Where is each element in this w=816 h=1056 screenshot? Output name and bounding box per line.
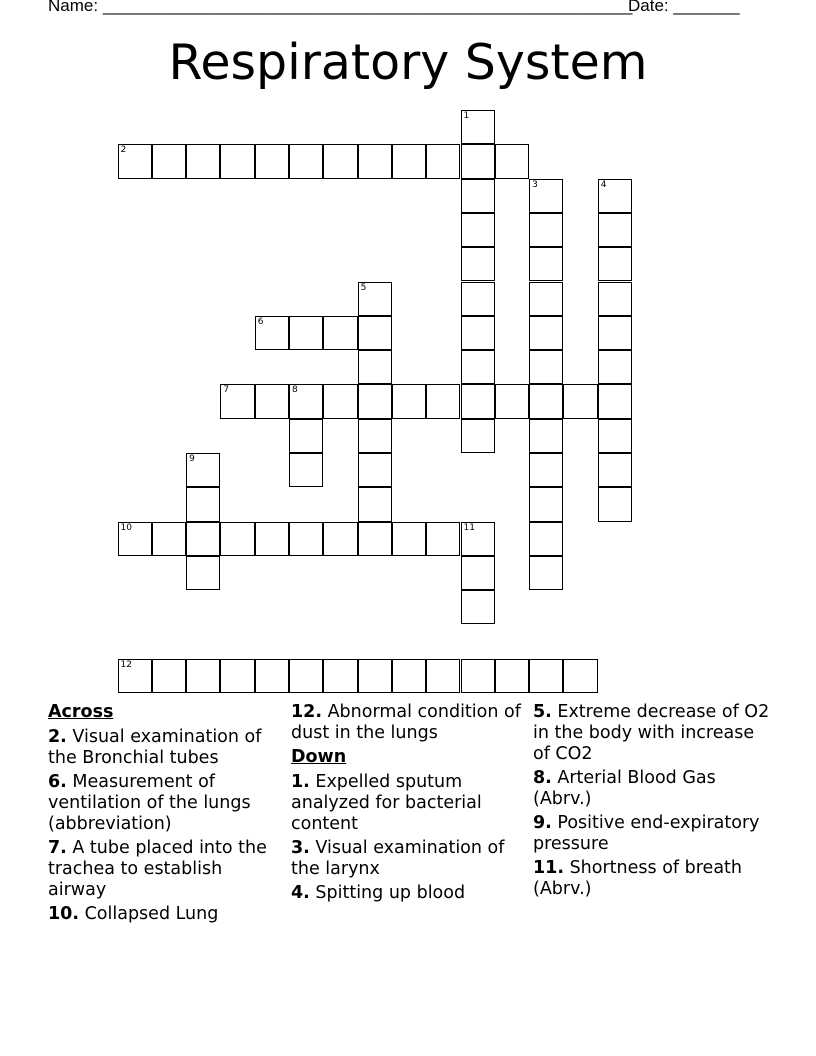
grid-cell[interactable] xyxy=(358,350,392,384)
grid-cell[interactable] xyxy=(358,453,392,487)
grid-cell[interactable] xyxy=(598,247,632,281)
grid-cell[interactable] xyxy=(186,556,220,590)
grid-cell[interactable] xyxy=(598,282,632,316)
grid-cell[interactable] xyxy=(220,384,254,418)
grid-cell[interactable] xyxy=(598,316,632,350)
grid-cell[interactable] xyxy=(323,659,357,693)
clue-number: 8 xyxy=(292,385,298,396)
clue-across-12: 12. Abnormal condition of dust in the lungs xyxy=(291,702,521,743)
grid-cell[interactable] xyxy=(358,659,392,693)
grid-cell[interactable] xyxy=(461,419,495,453)
grid-cell[interactable] xyxy=(529,522,563,556)
grid-cell[interactable] xyxy=(529,453,563,487)
clue-down-8: 8. Arterial Blood Gas (Abrv.) xyxy=(533,768,716,809)
grid-cell[interactable] xyxy=(461,522,495,556)
grid-cell[interactable] xyxy=(392,384,426,418)
grid-cell[interactable] xyxy=(289,659,323,693)
grid-cell[interactable] xyxy=(598,453,632,487)
grid-cell[interactable] xyxy=(323,384,357,418)
grid-cell[interactable] xyxy=(118,522,152,556)
clue-number: 12 xyxy=(120,659,132,670)
grid-cell[interactable] xyxy=(152,659,186,693)
clue-number: 9 xyxy=(189,454,195,464)
clue-number: 10 xyxy=(120,522,132,533)
grid-cell[interactable] xyxy=(598,350,632,384)
grid-cell[interactable] xyxy=(426,659,460,693)
grid-cell[interactable] xyxy=(495,144,529,178)
clues-column-1 xyxy=(48,702,284,928)
clue-number: 7 xyxy=(223,385,230,396)
grid-cell[interactable] xyxy=(392,144,426,178)
clue-number: 1 xyxy=(463,111,470,121)
clue-down-9: 9. Positive end-expiratory pressure xyxy=(533,813,760,854)
clues-column-3 xyxy=(533,702,773,903)
grid-cell[interactable] xyxy=(461,590,495,624)
grid-cell[interactable] xyxy=(323,316,357,350)
grid-cell[interactable] xyxy=(461,213,495,247)
date-blank[interactable]: _______ xyxy=(673,0,740,15)
name-label: Name: xyxy=(48,0,99,15)
grid-cell[interactable] xyxy=(529,419,563,453)
clue-down-5: 5. Extreme decrease of O2 in the body with increase of CO2 xyxy=(533,702,770,764)
grid-cell[interactable] xyxy=(426,384,460,418)
page-title: Respiratory System xyxy=(168,34,648,91)
grid-cell[interactable] xyxy=(323,144,357,178)
grid-cell[interactable] xyxy=(461,316,495,350)
clue-across-10: 10. Collapsed Lung xyxy=(48,904,219,924)
grid-cell[interactable] xyxy=(598,487,632,521)
clue-number: 3 xyxy=(532,179,538,190)
grid-cell[interactable] xyxy=(255,522,289,556)
grid-cell[interactable] xyxy=(392,659,426,693)
clue-across-7: 7. A tube placed into the trachea to establish airway xyxy=(48,838,267,900)
grid-cell[interactable] xyxy=(255,659,289,693)
clue-down-3: 3. Visual examination of the larynx xyxy=(291,838,505,879)
grid-cell[interactable] xyxy=(186,522,220,556)
grid-cell[interactable] xyxy=(358,316,392,350)
clue-number: 2 xyxy=(120,145,127,156)
clue-number: 5 xyxy=(360,282,367,293)
down-heading: Down xyxy=(291,747,347,767)
grid-cell[interactable] xyxy=(358,487,392,521)
grid-cell[interactable] xyxy=(186,659,220,693)
grid-cell[interactable] xyxy=(289,453,323,487)
grid-cell[interactable] xyxy=(461,384,495,418)
grid-cell[interactable] xyxy=(255,316,289,350)
clues-column-2 xyxy=(291,702,527,907)
grid-cell[interactable] xyxy=(598,419,632,453)
grid-cell[interactable] xyxy=(186,487,220,521)
grid-cell[interactable] xyxy=(118,659,152,693)
grid-cell[interactable] xyxy=(529,282,563,316)
grid-cell[interactable] xyxy=(529,179,563,213)
grid-cell[interactable] xyxy=(598,179,632,213)
grid-cell[interactable] xyxy=(426,144,460,178)
clue-down-11: 11. Shortness of breath (Abrv.) xyxy=(533,858,742,899)
grid-cell[interactable] xyxy=(289,522,323,556)
grid-cell[interactable] xyxy=(289,384,323,418)
grid-cell[interactable] xyxy=(358,384,392,418)
grid-cell[interactable] xyxy=(461,179,495,213)
grid-cell[interactable] xyxy=(255,144,289,178)
grid-cell[interactable] xyxy=(186,453,220,487)
grid-cell[interactable] xyxy=(529,384,563,418)
grid-cell[interactable] xyxy=(358,419,392,453)
across-heading: Across xyxy=(48,702,114,722)
grid-cell[interactable] xyxy=(118,144,152,178)
clue-number: 6 xyxy=(257,316,264,327)
grid-cell[interactable] xyxy=(529,350,563,384)
grid-cell[interactable] xyxy=(152,144,186,178)
grid-cell[interactable] xyxy=(152,522,186,556)
grid-cell[interactable] xyxy=(461,144,495,178)
grid-cell[interactable] xyxy=(529,487,563,521)
name-blank[interactable]: ________________________________________________________ xyxy=(102,0,633,15)
clue-across-2: 2. Visual examination of the Bronchial tubes xyxy=(48,727,262,768)
grid-cell[interactable] xyxy=(461,110,495,144)
grid-cell[interactable] xyxy=(358,522,392,556)
grid-cell[interactable] xyxy=(529,247,563,281)
grid-cell[interactable] xyxy=(220,659,254,693)
grid-cell[interactable] xyxy=(529,316,563,350)
grid-cell[interactable] xyxy=(461,659,495,693)
clue-across-6: 6. Measurement of ventilation of the lungs (abbreviation) xyxy=(48,772,251,834)
grid-cell[interactable] xyxy=(358,282,392,316)
grid-cell[interactable] xyxy=(461,350,495,384)
grid-cell[interactable] xyxy=(255,384,289,418)
clue-down-4: 4. Spitting up blood xyxy=(291,883,466,903)
grid-cell[interactable] xyxy=(461,282,495,316)
clue-number: 11 xyxy=(463,522,475,533)
grid-cell[interactable] xyxy=(495,384,529,418)
grid-cell[interactable] xyxy=(529,213,563,247)
grid-cell[interactable] xyxy=(495,659,529,693)
grid-cell[interactable] xyxy=(323,522,357,556)
grid-cell[interactable] xyxy=(563,659,597,693)
grid-cell[interactable] xyxy=(529,556,563,590)
grid-cell[interactable] xyxy=(563,384,597,418)
grid-cell[interactable] xyxy=(186,144,220,178)
grid-cell[interactable] xyxy=(358,144,392,178)
grid-cell[interactable] xyxy=(598,213,632,247)
clue-down-1: 1. Expelled sputum analyzed for bacterial content xyxy=(291,772,482,834)
grid-cell[interactable] xyxy=(598,384,632,418)
grid-cell[interactable] xyxy=(461,556,495,590)
grid-cell[interactable] xyxy=(289,316,323,350)
grid-cell[interactable] xyxy=(289,144,323,178)
date-label: Date: xyxy=(628,0,669,15)
grid-cell[interactable] xyxy=(220,522,254,556)
grid-cell[interactable] xyxy=(220,144,254,178)
grid-cell[interactable] xyxy=(392,522,426,556)
grid-cell[interactable] xyxy=(529,659,563,693)
clue-number: 4 xyxy=(600,179,607,190)
grid-cell[interactable] xyxy=(461,247,495,281)
grid-cell[interactable] xyxy=(289,419,323,453)
grid-cell[interactable] xyxy=(426,522,460,556)
